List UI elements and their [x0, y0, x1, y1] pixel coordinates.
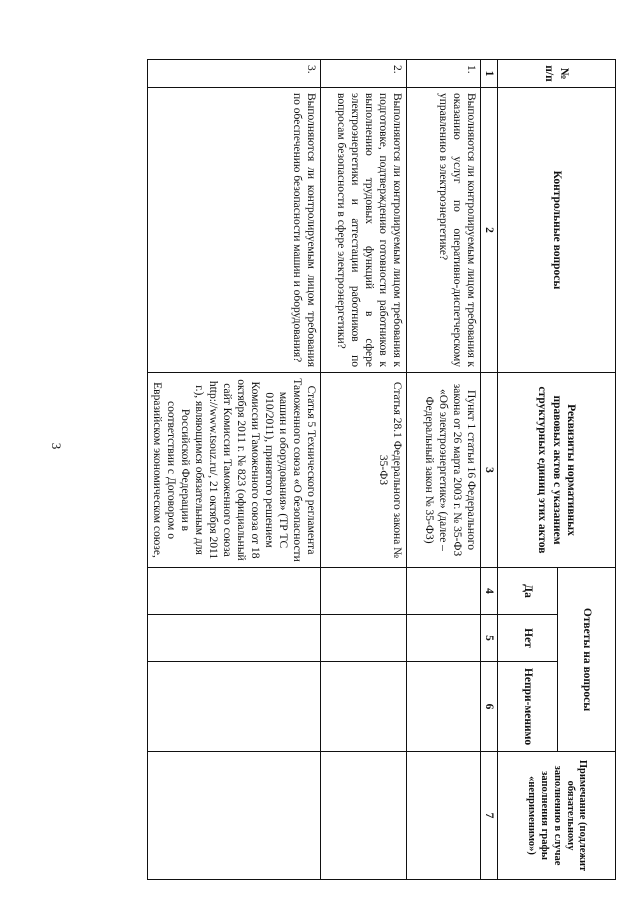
- note-cell: [406, 752, 480, 880]
- column-number: 7: [480, 752, 497, 880]
- header-note: Примечание (подлежит обязательному заполнению в случае заполнения графы «неприменимо»): [498, 752, 616, 880]
- page-number: 3: [49, 442, 64, 450]
- header-not-applicable: Непри-менимо: [498, 662, 558, 752]
- row-number: 3.: [147, 60, 320, 88]
- question-text: Выполняются ли контролируемым лицом требования к оказанию услуг по оперативно-диспетчерскому управлению в электроэнергетике?: [406, 88, 480, 373]
- header-requisites: Реквизиты нормативных правовых актов с указанием структурных единиц этих актов: [498, 373, 616, 568]
- row-number: 2.: [320, 60, 406, 88]
- table-row: [406, 60, 480, 880]
- answer-no-cell: [406, 615, 480, 662]
- requisites-text: Статья 28.1 Федерального закона № 35-ФЗ: [320, 373, 406, 568]
- note-cell: [320, 752, 406, 880]
- answer-no-cell: [147, 615, 320, 662]
- row-number: 1.: [406, 60, 480, 88]
- answer-yes-cell: [320, 568, 406, 615]
- answer-not-applicable-cell: [406, 662, 480, 752]
- requisites-text: Пункт 1 статьи 16 Федерального закона от 26 марта 2003 г. № 35-ФЗ «Об электроэнергетике» (далее – Федеральный закон № 35-ФЗ): [406, 373, 480, 568]
- column-number: 3: [480, 373, 497, 568]
- header-yes: Да: [498, 568, 558, 615]
- header-number: № п/п: [498, 60, 616, 88]
- note-cell: [147, 752, 320, 880]
- answer-yes-cell: [147, 568, 320, 615]
- table-row: [320, 60, 406, 880]
- question-text: Выполняются ли контролируемым лицом требования по обеспечению безопасности машин и оборудования?: [147, 88, 320, 373]
- column-number: 5: [480, 615, 497, 662]
- answer-not-applicable-cell: [320, 662, 406, 752]
- question-text: Выполняются ли контролируемым лицом требования к подготовке, подтверждению готовности работников к выполнению трудовых функций в сфере электроэнергетики и аттестации работников по вопросам безопасности в сфере электроэнергетики?: [320, 88, 406, 373]
- answer-no-cell: [320, 615, 406, 662]
- checklist-table: [147, 59, 616, 880]
- column-number: 1: [480, 60, 497, 88]
- header-questions: Контрольные вопросы: [498, 88, 616, 373]
- column-number: 6: [480, 662, 497, 752]
- requisites-text: Статья 5 Технического регламента Таможенного союза «О безопасности машин и оборудования» (ТР ТС 010/2011), принятого решением Комиссии Таможенного союза от 18 октября 2011 г. № 823 (официальный сайт Комиссии Таможенного союза http://www.tsouz.ru/, 21 октября 2011 г.), являющимся обязательным для Российской Федерации в соответствии с Договором о Евразийском экономическом союзе,: [147, 373, 320, 568]
- header-answers: Ответы на вопросы: [558, 568, 616, 752]
- answer-yes-cell: [406, 568, 480, 615]
- answer-not-applicable-cell: [147, 662, 320, 752]
- table-row: [147, 60, 320, 880]
- column-number: 2: [480, 88, 497, 373]
- header-no: Нет: [498, 615, 558, 662]
- column-number: 4: [480, 568, 497, 615]
